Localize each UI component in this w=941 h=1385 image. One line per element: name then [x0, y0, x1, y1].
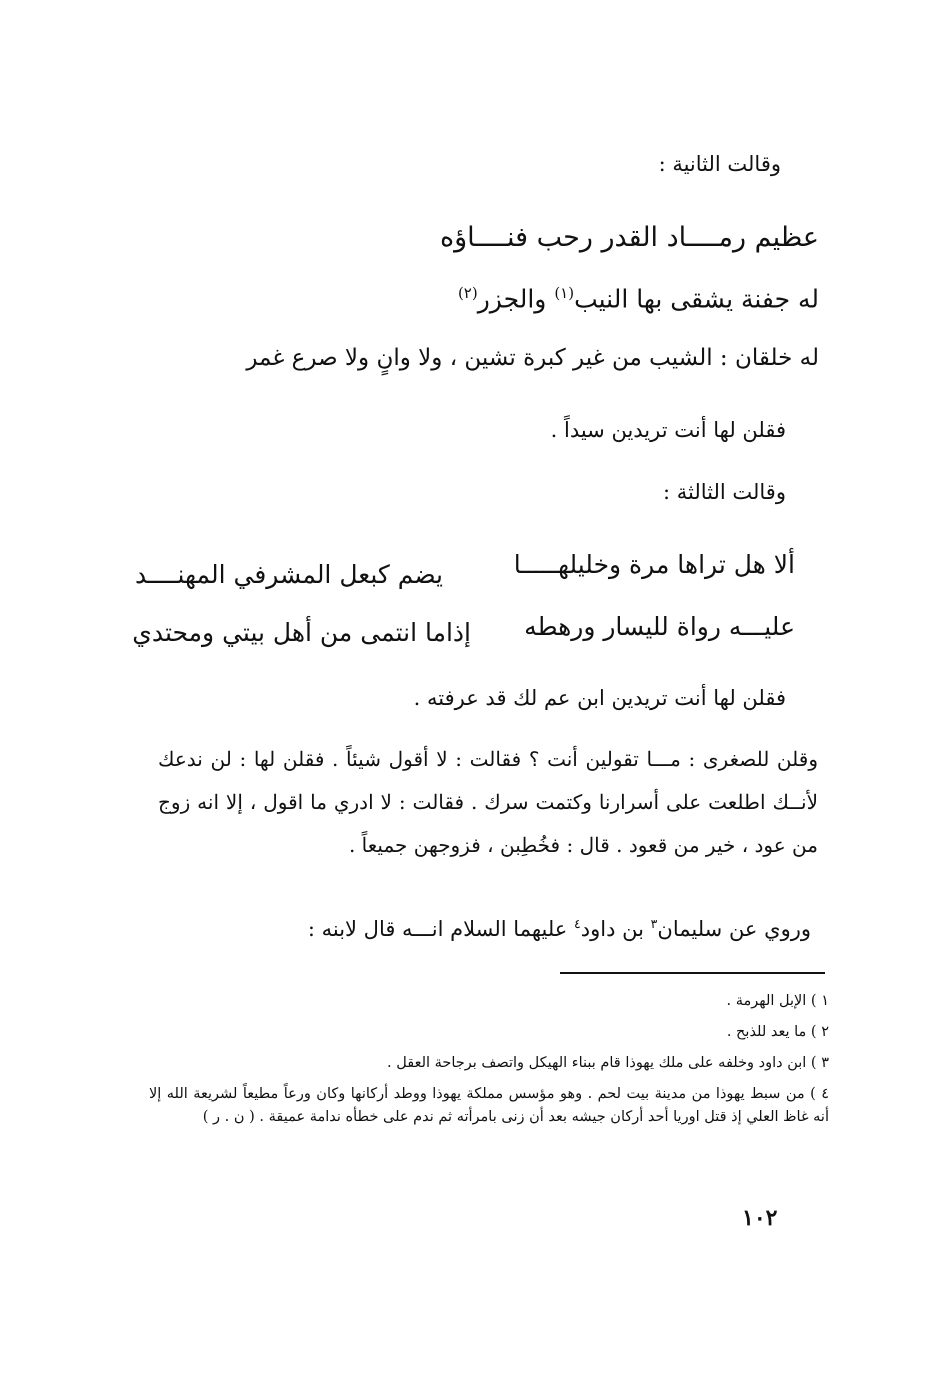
narration-text-c: عليهما السلام انـــه قال لابنه : [307, 917, 575, 941]
intro-third-wife: وقالت الثالثة : [663, 480, 786, 504]
footnote-ref-4: ٤ [574, 916, 581, 931]
narration-text-b: بن داود [580, 917, 651, 941]
footnote-ref-2: (٢) [457, 284, 478, 302]
footnote-ref-1: (١) [554, 284, 575, 302]
verse-second-line-3: له خلقان : الشيب من غير كبرة تشين ، ولا وانٍ ولا صرع غمر [246, 345, 819, 371]
narration-text-a: وروي عن سليمان [657, 917, 811, 941]
verse-second-line-2-text: له جفنة يشقى بها النيب [574, 284, 819, 314]
prose-youngest-wife: وقلن للصغرى : مـــا تقولين أنت ؟ فقالت : لا أقول شيئاً . فقلن لها : لن ندعك لأنــك اطلعت على أسرارنا وكتمت سرك . فقالت : لا ادري ما اقول ، إلا انه زوج من عود ، خير من قعود . قال : فخُطِبن ، فزوجهن جميعاً . [158, 747, 818, 857]
verse-third-line-1-second-hemistich: يضم كبعل المشرفي المهنــــد [135, 560, 443, 589]
page-number: ١٠٢ [742, 1205, 778, 1231]
verse-second-line-2 [458, 284, 819, 313]
footnote-separator [560, 972, 825, 974]
footnote-4: ٤ ) من سبط يهوذا من مدينة بيت لحم . وهو مؤسس مملكة يهوذا ووطد أركانها وكان ورعاً مطيعاً لشريعة الله إلا أنه غاظ العلي إذ قتل اوريا أحد أركان جيشه بعد أن زنى بامرأته ثم ندم على خطأه ندامة عميقة . ( ن . ر ) [149, 1086, 829, 1125]
response-third-wife: فقلن لها أنت تريدين ابن عم لك قد عرفته . [413, 686, 786, 710]
footnote-2: ٢ ) ما يعد للذبح . [726, 1024, 829, 1040]
footnote-ref-3: ٣ [650, 916, 658, 931]
narration-line [308, 916, 811, 941]
intro-second-wife: وقالت الثانية : [658, 152, 781, 176]
verse-third-line-2-first-hemistich: عليـــه رواة لليسار ورهطه [524, 612, 795, 641]
verse-third-line-2-second-hemistich: إذاما انتمى من أهل بيتي ومحتدي [132, 618, 471, 647]
footnote-1: ١ ) الإبل الهرمة . [726, 993, 829, 1009]
verse-third-line-1-first-hemistich: ألا هل تراها مرة وخليلهـــــا [513, 550, 795, 579]
footnote-3: ٣ ) ابن داود وخلفه على ملك يهوذا قام ببناء الهيكل واتصف برجاحة العقل . [387, 1055, 829, 1071]
response-second-wife: فقلن لها أنت تريدين سيداً . [550, 418, 786, 442]
verse-second-line-2-mid: والجزر [477, 284, 555, 314]
verse-second-line-1: عظيم رمــــاد القدر رحب فنــــاؤه [439, 222, 819, 253]
